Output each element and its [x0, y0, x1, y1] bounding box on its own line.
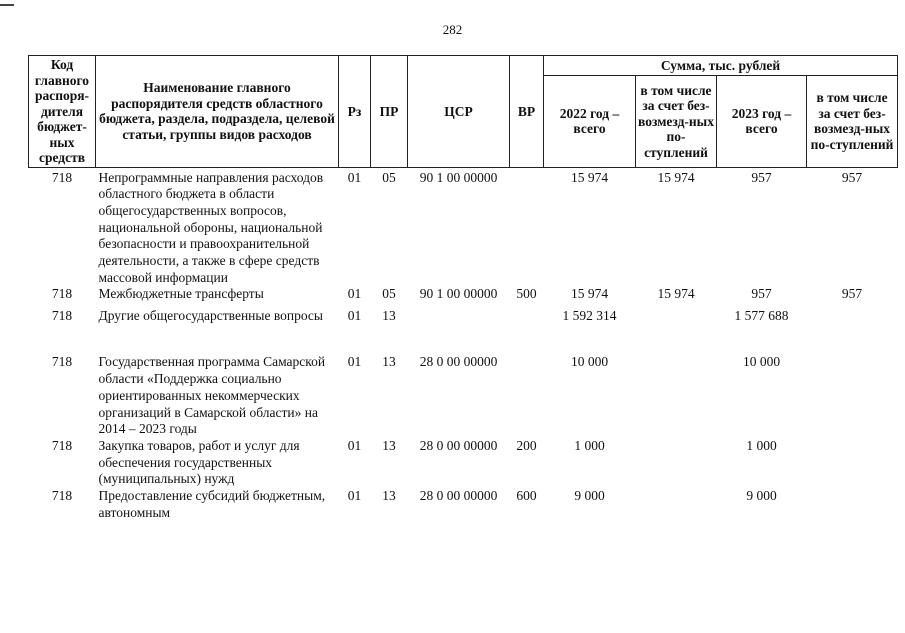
header-csr: ЦСР	[408, 56, 510, 168]
table-header	[29, 56, 898, 168]
cell-csr: 90 1 00 00000	[419, 286, 498, 302]
cell-rz: 01	[347, 286, 362, 302]
cell-csr: 28 0 00 00000	[419, 354, 498, 370]
cell-pr: 05	[382, 286, 396, 302]
cell-2023-total: 1 000	[746, 437, 777, 453]
cell-name: Непрограммные направления расходов областного бюджета в области общегосударственных вопросов, национальной обороны, национальной безопасности и правоохранительной деятельности, а также в сфере средств массовой информации	[98, 169, 324, 285]
cell-2022-total: 15 974	[570, 286, 609, 302]
cell-2023-free	[807, 438, 898, 488]
table-row	[29, 286, 898, 308]
cell-code: 718	[51, 169, 73, 185]
cell-2022-total: 1 592 314	[562, 308, 617, 324]
header-code: Код главного распоря-дителя бюджет-ных средств	[29, 56, 96, 168]
cell-csr: 28 0 00 00000	[419, 488, 498, 504]
header-2022-total: 2022 год – всего	[544, 76, 636, 168]
table-row	[29, 438, 898, 488]
cell-2022-total: 15 974	[570, 169, 609, 185]
header-2023-free: в том числе за счет без-возмезд-ных по-ступлений	[807, 76, 898, 168]
header-2023-total: 2023 год – всего	[717, 76, 807, 168]
cell-rz: 01	[347, 354, 362, 370]
cell-2023-free: 957	[841, 169, 863, 185]
cell-pr: 13	[382, 308, 396, 324]
cell-csr	[408, 308, 510, 354]
cell-vr	[510, 308, 544, 354]
table-row	[29, 488, 898, 521]
cell-2023-free	[807, 308, 898, 354]
cell-rz: 01	[347, 437, 362, 453]
cell-2023-total: 957	[751, 286, 772, 302]
cell-pr: 13	[382, 354, 396, 370]
cell-pr: 13	[382, 437, 396, 453]
budget-table	[28, 55, 898, 521]
cell-2023-total: 10 000	[742, 354, 781, 370]
cell-2022-free	[636, 488, 717, 521]
cell-2022-total: 9 000	[574, 488, 605, 504]
header-rz: Рз	[339, 56, 371, 168]
cell-2023-total: 9 000	[746, 488, 777, 504]
cell-rz: 01	[347, 308, 362, 324]
cell-2022-free	[636, 354, 717, 438]
cell-name: Государственная программа Самарской области «Поддержка социально ориентированных некоммерческих организаций в Самарской области» на 2014 – 2023 годы	[98, 354, 326, 437]
cell-2022-free: 15 974	[657, 169, 695, 185]
cell-2023-free	[807, 354, 898, 438]
cell-vr: 600	[516, 488, 537, 504]
cell-pr: 13	[382, 488, 396, 504]
cell-2022-total: 10 000	[570, 354, 609, 370]
cell-2022-free	[636, 308, 717, 354]
cell-pr: 05	[382, 169, 396, 185]
cell-2022-free	[636, 438, 717, 488]
cell-2023-free	[807, 488, 898, 521]
header-name: Наименование главного распорядителя средств областного бюджета, раздела, подраздела, целевой статьи, группы видов расходов	[96, 56, 339, 168]
page-number: 282	[442, 22, 463, 37]
table-body	[29, 167, 898, 521]
table-row	[29, 354, 898, 438]
header-sum-group: Сумма, тыс. рублей	[544, 56, 898, 76]
cell-code: 718	[51, 354, 73, 370]
cell-code: 718	[51, 488, 73, 504]
table-row	[29, 308, 898, 354]
cell-2022-total: 1 000	[574, 437, 605, 453]
cell-vr	[510, 167, 544, 286]
cell-name: Межбюджетные трансферты	[98, 286, 264, 302]
cell-name: Закупка товаров, работ и услуг для обеспечения государственных (муниципальных) нужд	[98, 437, 300, 487]
cell-2023-free: 957	[841, 286, 863, 302]
cell-code: 718	[51, 308, 73, 324]
cell-2023-total: 957	[751, 169, 772, 185]
cell-csr: 90 1 00 00000	[419, 169, 498, 185]
cell-rz: 01	[347, 488, 362, 504]
cell-name: Другие общегосударственные вопросы	[98, 308, 323, 324]
cell-2023-total: 1 577 688	[734, 308, 789, 324]
header-vr: ВР	[510, 56, 544, 168]
cell-vr: 500	[516, 286, 537, 302]
cell-csr: 28 0 00 00000	[419, 437, 498, 453]
cell-code: 718	[51, 286, 73, 302]
header-2022-free: в том числе за счет без-возмезд-ных по-ступлений	[636, 76, 717, 168]
cell-vr: 200	[516, 437, 537, 453]
cell-2022-free: 15 974	[657, 286, 695, 302]
scan-edge-mark	[0, 4, 14, 6]
header-pr: ПР	[371, 56, 408, 168]
cell-rz: 01	[347, 169, 362, 185]
cell-vr	[510, 354, 544, 438]
table-row	[29, 167, 898, 286]
cell-name: Предоставление субсидий бюджетным, автономным	[98, 488, 326, 520]
cell-code: 718	[51, 437, 73, 453]
